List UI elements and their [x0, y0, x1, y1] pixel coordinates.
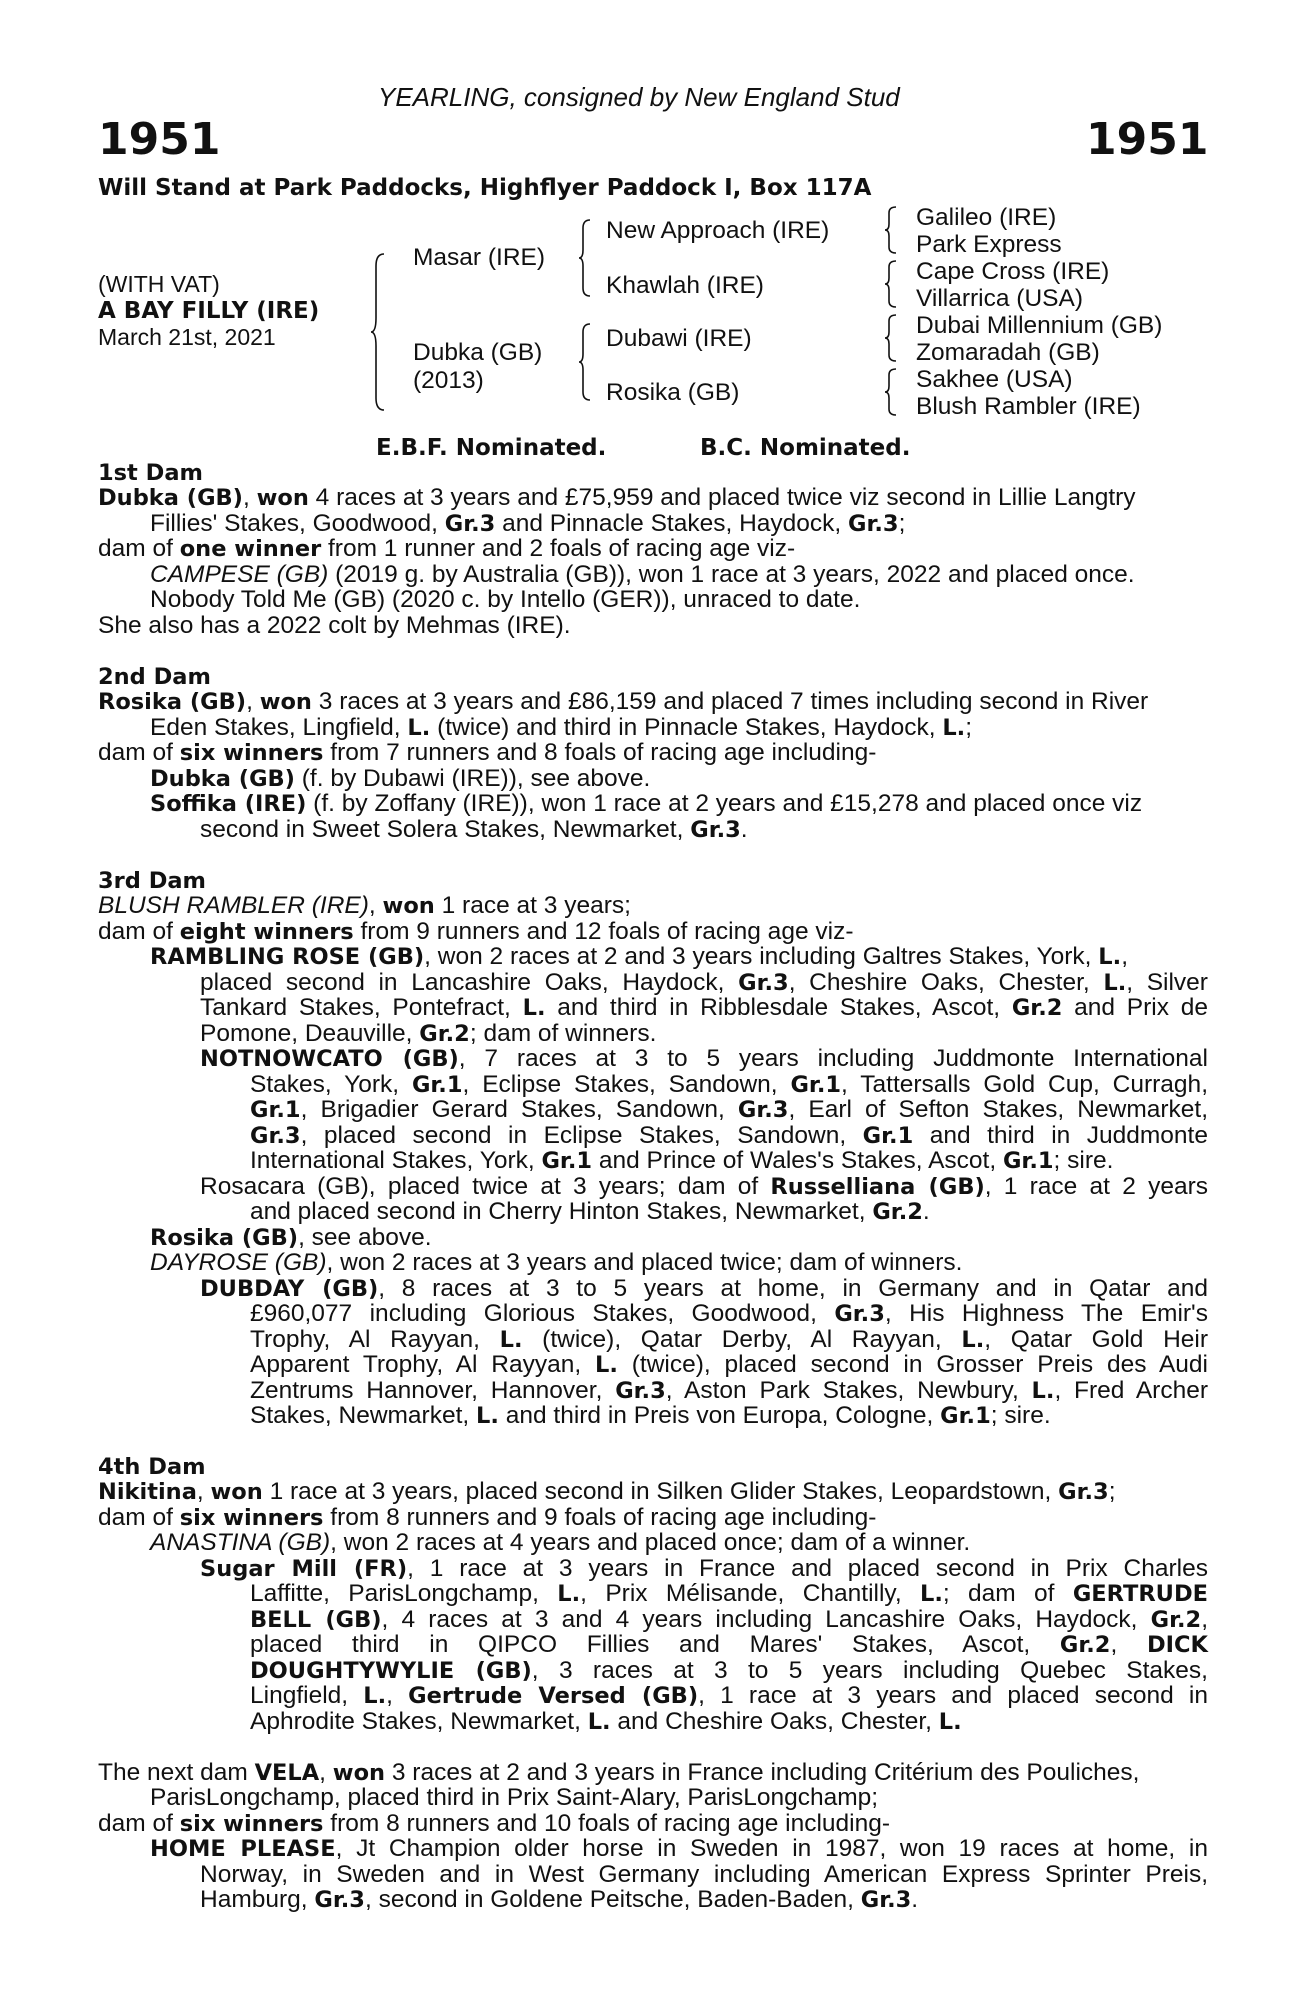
third-dam-line: NOTNOWCATO (GB), 7 races at 3 to 5 years including Juddmonte International [200, 1045, 1208, 1072]
stand-location: Will Stand at Park Paddocks, Highflyer Paddock I, Box 117A [98, 175, 872, 201]
pedigree-brace-g2 [884, 259, 900, 309]
second-dam-line: dam of six winners from 7 runners and 8 foals of racing age including- [98, 739, 877, 766]
bc-nomination: B.C. Nominated. [700, 435, 911, 461]
grandparent-3: Cape Cross (IRE) [916, 258, 1110, 285]
third-dam-line: DUBDAY (GB), 8 races at 3 to 5 years at home, in Germany and in Qatar and [200, 1275, 1208, 1302]
fourth-dam-line: DOUGHTYWYLIE (GB), 3 races at 3 to 5 years including Quebec Stakes, [250, 1657, 1208, 1684]
horse-name: A BAY FILLY (IRE) [98, 298, 320, 324]
third-dam-line: and placed second in Cherry Hinton Stakes, Newmarket, Gr.2. [250, 1198, 930, 1225]
second-dam-line: Rosika (GB), won 3 races at 3 years and £86,159 and placed 7 times including second in River [98, 688, 1149, 715]
sire-dam: Khawlah (IRE) [606, 272, 764, 299]
third-dam-line: Gr.1, Brigadier Gerard Stakes, Sandown, Gr.3, Earl of Sefton Stakes, Newmarket, [250, 1096, 1208, 1123]
first-dam-heading: 1st Dam [98, 460, 203, 486]
third-dam-line: £960,077 including Glorious Stakes, Goodwood, Gr.3, His Highness The Emir's [250, 1300, 1208, 1327]
first-dam-line: CAMPESE (GB) (2019 g. by Australia (GB)), won 1 race at 3 years, 2022 and placed once. [150, 561, 1135, 588]
third-dam-heading: 3rd Dam [98, 868, 206, 894]
first-dam-line: Fillies' Stakes, Goodwood, Gr.3 and Pinnacle Stakes, Haydock, Gr.3; [150, 510, 906, 537]
second-dam-line: second in Sweet Solera Stakes, Newmarket, Gr.3. [200, 816, 748, 843]
third-dam-line: Pomone, Deauville, Gr.2; dam of winners. [200, 1020, 657, 1047]
fourth-dam-line: Sugar Mill (FR), 1 race at 3 years in France and placed second in Prix Charles [200, 1555, 1208, 1582]
fourth-dam-line: BELL (GB), 4 races at 3 and 4 years including Lancashire Oaks, Haydock, Gr.2, [250, 1606, 1208, 1633]
fourth-dam-line: Laffitte, ParisLongchamp, L., Prix Mélisande, Chantilly, L.; dam of GERTRUDE [250, 1580, 1208, 1607]
next-dam-line: Hamburg, Gr.3, second in Goldene Peitsche, Baden-Baden, Gr.3. [200, 1886, 919, 1913]
pedigree-brace-dam [578, 322, 594, 402]
fourth-dam-line: placed third in QIPCO Fillies and Mares' Stakes, Ascot, Gr.2, DICK [250, 1631, 1208, 1658]
grandparent-6: Zomaradah (GB) [916, 339, 1100, 366]
sire: Masar (IRE) [413, 244, 546, 271]
dam: Dubka (GB) [413, 339, 543, 366]
third-dam-line: International Stakes, York, Gr.1 and Prince of Wales's Stakes, Ascot, Gr.1; sire. [250, 1147, 1114, 1174]
pedigree-brace-main [370, 252, 390, 412]
fourth-dam-line: Lingfield, L., Gertrude Versed (GB), 1 race at 3 years and placed second in [250, 1682, 1208, 1709]
grandparent-4: Villarrica (USA) [916, 285, 1083, 312]
dam-dam: Rosika (GB) [606, 379, 740, 406]
next-dam-line: HOME PLEASE, Jt Champion older horse in Sweden in 1987, won 19 races at home, in [150, 1835, 1208, 1862]
lot-number-left: 1951 [98, 114, 221, 165]
second-dam-line: Eden Stakes, Lingfield, L. (twice) and third in Pinnacle Stakes, Haydock, L.; [150, 714, 973, 741]
third-dam-line: Apparent Trophy, Al Rayyan, L. (twice), placed second in Grosser Preis des Audi [250, 1351, 1208, 1378]
next-dam-line: dam of six winners from 8 runners and 10 foals of racing age including- [98, 1810, 891, 1837]
pedigree-brace-g4 [884, 367, 900, 417]
fourth-dam-line: Nikitina, won 1 race at 3 years, placed second in Silken Glider Stakes, Leopardstown, Gr.3; [98, 1478, 1116, 1505]
first-dam-line: Nobody Told Me (GB) (2020 c. by Intello (GER)), unraced to date. [150, 586, 861, 613]
first-dam-line: Dubka (GB), won 4 races at 3 years and £75,959 and placed twice viz second in Lillie Langtry [98, 484, 1136, 511]
next-dam-line: Norway, in Sweden and in West Germany including American Express Sprinter Preis, [200, 1861, 1208, 1888]
fourth-dam-heading: 4th Dam [98, 1454, 206, 1480]
sale-subtitle: YEARLING, consigned by New England Stud [378, 82, 900, 112]
third-dam-line: Tankard Stakes, Pontefract, L. and third in Ribblesdale Stakes, Ascot, Gr.2 and Prix de [200, 994, 1208, 1021]
third-dam-line: RAMBLING ROSE (GB), won 2 races at 2 and 3 years including Galtres Stakes, York, L., [150, 943, 1128, 970]
second-dam-line: Soffika (IRE) (f. by Zoffany (IRE)), won 1 race at 2 years and £15,278 and placed once viz [150, 790, 1143, 817]
third-dam-line: placed second in Lancashire Oaks, Haydock, Gr.3, Cheshire Oaks, Chester, L., Silver [200, 969, 1208, 996]
sire-sire: New Approach (IRE) [606, 217, 830, 244]
lot-number-right: 1951 [1086, 114, 1209, 165]
first-dam-line: She also has a 2022 colt by Mehmas (IRE). [98, 612, 571, 639]
third-dam-line: Stakes, York, Gr.1, Eclipse Stakes, Sandown, Gr.1, Tattersalls Gold Cup, Curragh, [250, 1071, 1208, 1098]
pedigree-brace-sire [578, 218, 594, 298]
next-dam-line: ParisLongchamp, placed third in Prix Saint-Alary, ParisLongchamp; [150, 1784, 879, 1811]
dam-year: (2013) [413, 367, 484, 394]
third-dam-line: Rosika (GB), see above. [150, 1224, 432, 1251]
grandparent-5: Dubai Millennium (GB) [916, 312, 1163, 339]
ebf-nomination: E.B.F. Nominated. [376, 435, 607, 461]
next-dam-line: The next dam VELA, won 3 races at 2 and 3 years in France including Critérium des Pouliches, [98, 1759, 1140, 1786]
grandparent-7: Sakhee (USA) [916, 366, 1073, 393]
third-dam-line: Gr.3, placed second in Eclipse Stakes, Sandown, Gr.1 and third in Juddmonte [250, 1122, 1208, 1149]
second-dam-line: Dubka (GB) (f. by Dubawi (IRE)), see above. [150, 765, 651, 792]
grandparent-8: Blush Rambler (IRE) [916, 393, 1141, 420]
second-dam-heading: 2nd Dam [98, 664, 211, 690]
grandparent-1: Galileo (IRE) [916, 204, 1057, 231]
third-dam-line: BLUSH RAMBLER (IRE), won 1 race at 3 years; [98, 892, 631, 919]
third-dam-line: DAYROSE (GB), won 2 races at 3 years and placed twice; dam of winners. [150, 1249, 963, 1276]
first-dam-line: dam of one winner from 1 runner and 2 foals of racing age viz- [98, 535, 796, 562]
third-dam-line: Rosacara (GB), placed twice at 3 years; dam of Russelliana (GB), 1 race at 2 years [200, 1173, 1208, 1200]
pedigree-brace-g3 [884, 313, 900, 363]
grandparent-2: Park Express [916, 231, 1062, 258]
third-dam-line: Trophy, Al Rayyan, L. (twice), Qatar Derby, Al Rayyan, L., Qatar Gold Heir [250, 1326, 1208, 1353]
dam-sire: Dubawi (IRE) [606, 325, 752, 352]
fourth-dam-line: dam of six winners from 8 runners and 9 foals of racing age including- [98, 1504, 877, 1531]
fourth-dam-line: ANASTINA (GB), won 2 races at 4 years and placed once; dam of a winner. [150, 1529, 971, 1556]
date-of-birth: March 21st, 2021 [98, 324, 276, 350]
third-dam-line: dam of eight winners from 9 runners and 12 foals of racing age viz- [98, 918, 854, 945]
pedigree-brace-g1 [884, 205, 900, 255]
third-dam-line: Stakes, Newmarket, L. and third in Preis von Europa, Cologne, Gr.1; sire. [250, 1402, 1051, 1429]
fourth-dam-line: Aphrodite Stakes, Newmarket, L. and Cheshire Oaks, Chester, L. [250, 1708, 962, 1735]
third-dam-line: Zentrums Hannover, Hannover, Gr.3, Aston Park Stakes, Newbury, L., Fred Archer [250, 1377, 1208, 1404]
vat-note: (WITH VAT) [98, 271, 220, 297]
